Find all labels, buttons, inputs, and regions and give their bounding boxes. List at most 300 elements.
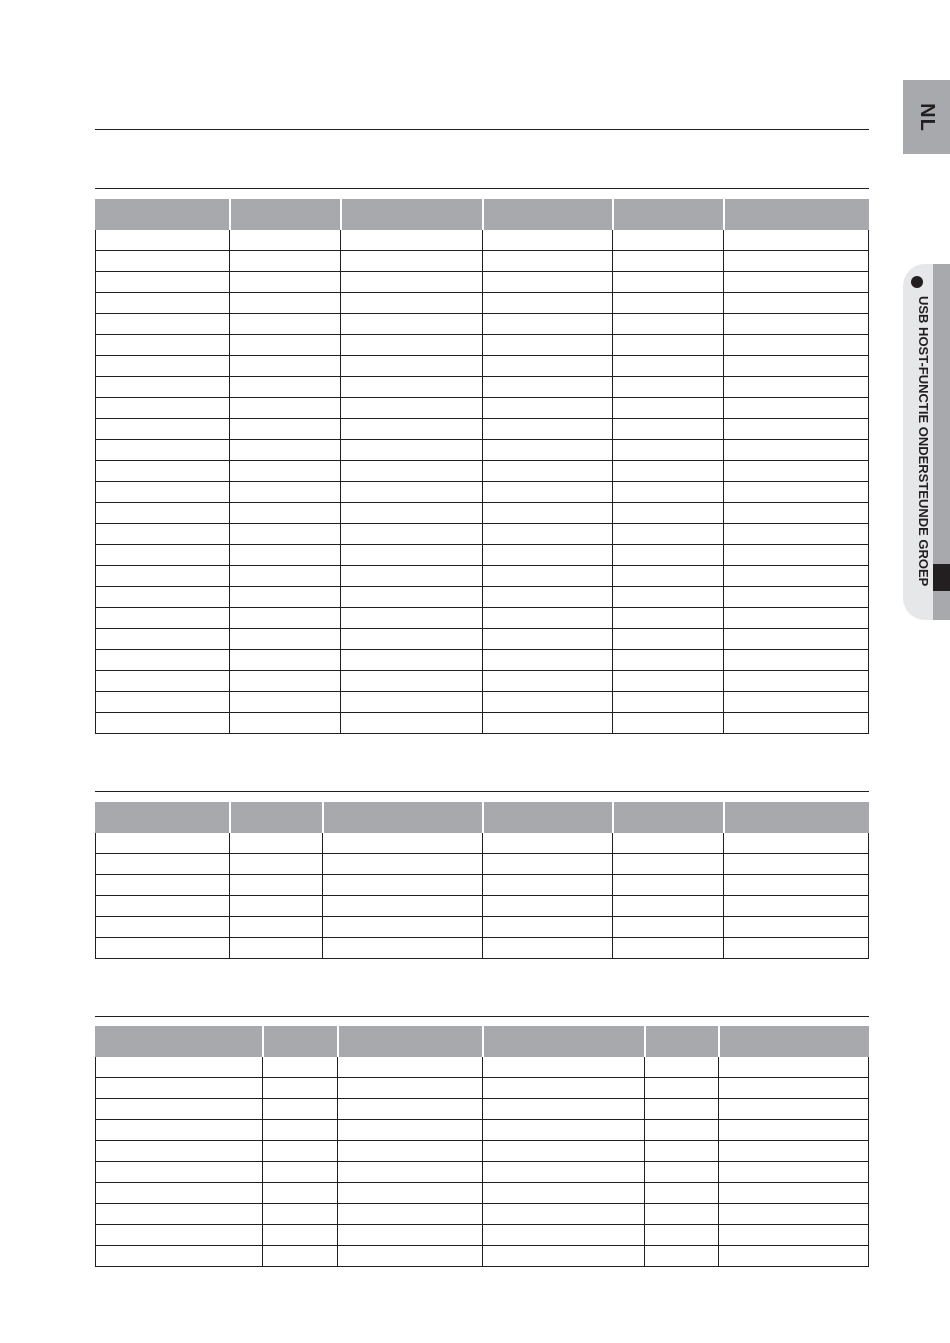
table-cell [229,650,340,670]
table-cell [644,1246,718,1266]
table-cell [718,1141,869,1161]
table-cell [644,1183,718,1203]
table-cell [612,398,723,418]
table-cell [723,938,869,958]
table-2-rule [95,791,869,792]
table-cell [612,482,723,502]
table-cell [612,875,723,895]
table-cell [723,566,869,586]
table-3-rule [95,1016,869,1017]
table-cell [340,398,482,418]
header-cell [262,1026,337,1057]
table-cell [337,1162,482,1182]
table-cell [229,629,340,649]
table-cell [482,938,612,958]
table-cell [718,1120,869,1140]
table-cell [718,1162,869,1182]
table-cell [482,314,612,334]
table-cell [723,461,869,481]
header-cell [482,1026,644,1057]
table-cell [95,524,229,544]
table-cell [482,440,612,460]
table-cell [482,1078,644,1098]
bullet-icon [911,276,923,288]
section-tab-marker [933,564,950,591]
table-cell [229,938,322,958]
table-cell [95,335,229,355]
header-cell [612,802,723,833]
table-cell [229,896,322,916]
table-cell [229,566,340,586]
table-cell [95,566,229,586]
table-cell [229,440,340,460]
table-cell [229,482,340,502]
table-cell [340,503,482,523]
table-cell [229,461,340,481]
table-header [95,802,869,833]
table-cell [337,1246,482,1266]
page-top-rule [95,129,869,130]
header-cell [482,199,612,230]
table-cell [340,692,482,712]
table-cell [612,461,723,481]
table-cell [718,1078,869,1098]
table-cell [95,1225,262,1245]
table-cell [723,440,869,460]
table-header [95,199,869,230]
table-cell [644,1120,718,1140]
table-cell [723,875,869,895]
section-tab [903,264,950,620]
table-cell [612,650,723,670]
table-row [95,875,869,896]
codec-table-2 [95,802,869,959]
table-cell [482,1183,644,1203]
table-cell [337,1120,482,1140]
table-cell [482,692,612,712]
table-cell [718,1099,869,1119]
table-cell [340,230,482,250]
table-cell [482,503,612,523]
table-cell [482,896,612,916]
table-cell [718,1246,869,1266]
codec-table-3 [95,1026,869,1267]
table-cell [95,875,229,895]
language-tab [903,80,950,154]
table-cell [229,671,340,691]
table-row [95,1120,869,1141]
header-cell [229,802,322,833]
table-cell [229,917,322,937]
table-cell [262,1246,337,1266]
table-cell [229,230,340,250]
table-cell [229,713,340,733]
table-cell [229,545,340,565]
table-cell [482,629,612,649]
table-cell [262,1183,337,1203]
table-cell [612,251,723,271]
table-cell [482,833,612,853]
header-cell [482,802,612,833]
table-row [95,398,869,419]
table-cell [482,875,612,895]
table-cell [482,545,612,565]
table-cell [612,440,723,460]
table-row [95,938,869,959]
table-cell [482,377,612,397]
table-cell [262,1120,337,1140]
table-cell [337,1225,482,1245]
table-cell [95,1057,262,1077]
table-cell [482,854,612,874]
table-cell [612,293,723,313]
table-cell [723,230,869,250]
table-cell [337,1204,482,1224]
table-cell [612,356,723,376]
table-cell [95,503,229,523]
table-cell [723,398,869,418]
table-cell [723,671,869,691]
table-cell [340,377,482,397]
table-cell [95,1120,262,1140]
table-cell [229,854,322,874]
table-cell [340,440,482,460]
table-cell [482,713,612,733]
header-cell [95,1026,262,1057]
table-cell [482,671,612,691]
table-cell [612,587,723,607]
table-cell [723,503,869,523]
table-row [95,272,869,293]
table-cell [612,335,723,355]
table-cell [482,356,612,376]
table-cell [95,854,229,874]
table-cell [262,1225,337,1245]
table-cell [718,1225,869,1245]
table-cell [723,713,869,733]
table-cell [644,1204,718,1224]
table-cell [612,566,723,586]
table-cell [340,587,482,607]
table-cell [95,650,229,670]
table-cell [340,671,482,691]
table-cell [229,833,322,853]
table-cell [229,377,340,397]
table-row [95,482,869,503]
codec-table-1 [95,199,869,734]
table-cell [95,398,229,418]
table-cell [718,1204,869,1224]
table-cell [482,1057,644,1077]
table-cell [322,833,482,853]
table-cell [95,1078,262,1098]
table-cell [482,917,612,937]
table-cell [229,335,340,355]
table-cell [644,1141,718,1161]
table-1-rule [95,188,869,189]
table-cell [95,1141,262,1161]
table-cell [644,1099,718,1119]
header-cell [723,802,869,833]
table-cell [337,1057,482,1077]
table-cell [95,587,229,607]
table-cell [482,1204,644,1224]
table-cell [95,671,229,691]
table-cell [337,1141,482,1161]
table-cell [340,650,482,670]
table-cell [612,671,723,691]
table-row [95,461,869,482]
table-cell [723,917,869,937]
table-cell [644,1225,718,1245]
table-cell [482,1099,644,1119]
table-cell [723,896,869,916]
table-row [95,833,869,854]
table-row [95,440,869,461]
table-cell [340,419,482,439]
table-cell [95,833,229,853]
table-row [95,608,869,629]
table-cell [340,713,482,733]
table-cell [337,1099,482,1119]
table-cell [612,545,723,565]
table-row [95,314,869,335]
table-cell [322,854,482,874]
table-cell [229,251,340,271]
table-cell [482,587,612,607]
table-cell [612,377,723,397]
table-cell [482,650,612,670]
table-row [95,293,869,314]
table-cell [340,461,482,481]
table-row [95,1204,869,1225]
table-cell [95,1246,262,1266]
table-cell [229,692,340,712]
table-cell [229,293,340,313]
table-cell [340,524,482,544]
table-cell [612,524,723,544]
table-row [95,1225,869,1246]
table-cell [612,503,723,523]
table-cell [340,272,482,292]
table-row [95,1183,869,1204]
table-cell [95,1162,262,1182]
table-cell [262,1078,337,1098]
table-cell [229,314,340,334]
table-row [95,251,869,272]
table-cell [482,1120,644,1140]
table-cell [482,230,612,250]
header-cell [612,199,723,230]
table-cell [95,896,229,916]
table-cell [95,545,229,565]
table-row [95,629,869,650]
header-cell [340,199,482,230]
table-cell [322,938,482,958]
table-cell [718,1183,869,1203]
table-cell [482,1225,644,1245]
table-cell [262,1099,337,1119]
table-row [95,377,869,398]
table-cell [322,917,482,937]
table-cell [340,482,482,502]
table-row [95,587,869,608]
table-cell [95,1204,262,1224]
table-cell [482,461,612,481]
table-row [95,503,869,524]
table-cell [612,917,723,937]
table-cell [723,524,869,544]
table-cell [95,314,229,334]
table-cell [612,896,723,916]
table-cell [340,629,482,649]
table-row [95,356,869,377]
table-cell [723,356,869,376]
header-cell [644,1026,718,1057]
table-cell [482,566,612,586]
table-row [95,713,869,734]
table-row [95,230,869,251]
table-cell [229,398,340,418]
table-cell [723,314,869,334]
table-cell [482,482,612,502]
table-cell [723,587,869,607]
table-cell [482,608,612,628]
table-cell [229,419,340,439]
table-cell [95,440,229,460]
table-cell [95,629,229,649]
header-cell [718,1026,869,1057]
table-row [95,896,869,917]
table-row [95,917,869,938]
table-cell [612,833,723,853]
table-cell [262,1141,337,1161]
table-row [95,1099,869,1120]
table-cell [95,419,229,439]
table-cell [644,1057,718,1077]
table-cell [95,251,229,271]
table-cell [229,503,340,523]
table-cell [95,1099,262,1119]
table-cell [337,1078,482,1098]
table-cell [723,608,869,628]
table-cell [723,293,869,313]
table-cell [229,524,340,544]
table-cell [482,1162,644,1182]
table-cell [723,545,869,565]
table-cell [340,608,482,628]
table-cell [340,335,482,355]
table-row [95,335,869,356]
header-cell [95,199,229,230]
table-cell [612,230,723,250]
table-cell [340,566,482,586]
table-cell [723,629,869,649]
table-row [95,650,869,671]
table-cell [723,251,869,271]
table-cell [322,896,482,916]
table-row [95,671,869,692]
table-cell [723,482,869,502]
table-cell [95,230,229,250]
table-cell [482,335,612,355]
table-row [95,566,869,587]
table-cell [95,482,229,502]
table-cell [644,1162,718,1182]
table-cell [95,272,229,292]
header-cell [95,802,229,833]
table-row [95,1141,869,1162]
table-row [95,419,869,440]
table-row [95,545,869,566]
table-row [95,1057,869,1078]
table-cell [340,293,482,313]
table-cell [95,938,229,958]
table-cell [95,293,229,313]
header-cell [229,199,340,230]
table-cell [723,335,869,355]
table-cell [340,356,482,376]
table-cell [95,377,229,397]
table-cell [644,1078,718,1098]
table-row [95,1162,869,1183]
table-cell [95,356,229,376]
table-cell [723,692,869,712]
table-row [95,1246,869,1267]
table-cell [482,293,612,313]
table-cell [229,356,340,376]
table-cell [95,608,229,628]
table-cell [612,272,723,292]
table-cell [482,1246,644,1266]
table-cell [229,272,340,292]
table-cell [95,692,229,712]
table-cell [482,419,612,439]
language-label: NL [915,102,938,132]
table-cell [482,1141,644,1161]
table-row [95,854,869,875]
table-cell [723,419,869,439]
table-cell [612,854,723,874]
table-cell [262,1204,337,1224]
table-cell [482,251,612,271]
table-cell [95,461,229,481]
table-cell [229,608,340,628]
table-header [95,1026,869,1057]
table-cell [612,938,723,958]
table-cell [482,524,612,544]
table-cell [723,854,869,874]
table-row [95,692,869,713]
table-cell [482,272,612,292]
table-cell [723,272,869,292]
table-cell [337,1183,482,1203]
table-cell [229,875,322,895]
header-cell [337,1026,482,1057]
table-row [95,1078,869,1099]
table-cell [262,1057,337,1077]
table-cell [229,587,340,607]
table-row [95,524,869,545]
table-cell [612,608,723,628]
table-cell [612,629,723,649]
table-cell [322,875,482,895]
table-cell [612,713,723,733]
table-cell [723,650,869,670]
table-cell [482,398,612,418]
table-cell [340,314,482,334]
table-cell [718,1057,869,1077]
